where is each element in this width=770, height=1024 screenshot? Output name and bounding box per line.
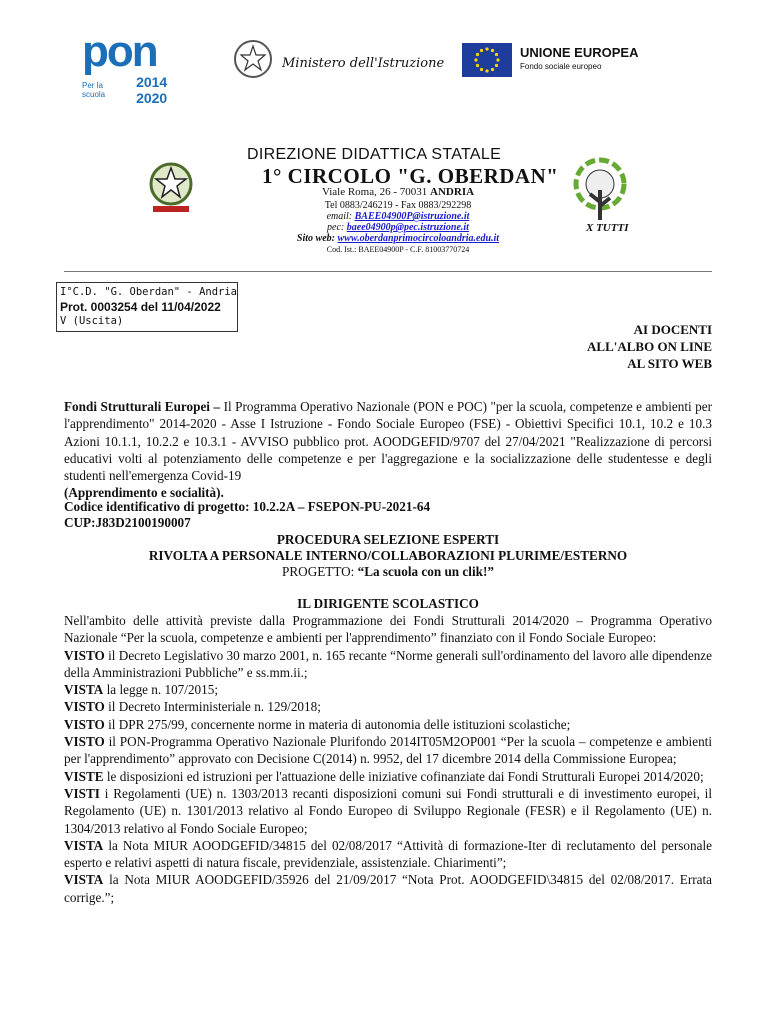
visto-item bbox=[64, 768, 712, 785]
web-line bbox=[248, 233, 548, 244]
cup-code: CUP:J83D2100190007 bbox=[64, 515, 191, 530]
intro-tail: (Apprendimento e socialità). bbox=[64, 485, 224, 501]
visto-keyword: VISTO bbox=[64, 734, 105, 750]
pon-logo bbox=[82, 27, 202, 106]
eu-subtitle: Fondo sociale europeo bbox=[520, 62, 602, 71]
recipient-line: ALL'ALBO ON LINE bbox=[587, 339, 712, 354]
school-motto: X TUTTI bbox=[586, 222, 629, 234]
recipient-line: AI DOCENTI bbox=[633, 322, 712, 337]
dirigente-heading: IL DIRIGENTE SCOLASTICO bbox=[297, 596, 479, 611]
visto-text: la legge n. 107/2015; bbox=[103, 682, 218, 698]
recipient-line: AL SITO WEB bbox=[627, 356, 712, 371]
project-title: “La scuola con un clik!” bbox=[357, 564, 494, 579]
pec-label: pec: bbox=[327, 222, 347, 233]
stamp-direction: V (Uscita) bbox=[60, 315, 124, 327]
web-link[interactable]: www.oberdanprimocircoloandria.edu.it bbox=[337, 233, 500, 244]
visto-keyword: VISTO bbox=[64, 647, 105, 663]
email-link[interactable]: BAEE04900P@istruzione.it bbox=[354, 211, 470, 222]
visto-item bbox=[64, 716, 712, 733]
circolo-title: 1° CIRCOLO "G. OBERDAN" bbox=[262, 164, 559, 188]
intro-text: Il Programma Operativo Nazionale (PON e POC) "per la scuola, competenze e ambienti per l'apprendimento" 2014-2020 - Asse I Istruzione - Fondo Sociale Europeo (FSE) - Obiettivi Specifici 10.1, 10.2 e 10.3 Azioni 10.1.1, 10.2.2 e 10.3.1 - AVVISO pubblico prot. AOODGEFID/9707 del 27/04/2021 "Realizzazione di percorsi educativi volti al potenziamento delle competenze e per l'aggregazione e la socializzazione delle studentesse e degli studenti nell'emergenza Covid-19 bbox=[64, 399, 712, 484]
visto-item bbox=[64, 871, 712, 906]
visto-keyword: VISTA bbox=[64, 837, 104, 853]
address-line bbox=[248, 186, 548, 198]
header-divider bbox=[64, 271, 712, 272]
visto-item bbox=[64, 785, 712, 837]
visto-item bbox=[64, 698, 712, 715]
web-label: Sito web: bbox=[296, 233, 338, 244]
visto-item bbox=[64, 733, 712, 768]
recipients-block bbox=[587, 321, 712, 372]
pec-link[interactable]: baee04900p@pec.istruzione.it bbox=[346, 222, 469, 233]
ambito-paragraph: Nell'ambito delle attività previste dalla Programmazione dei Fondi Strutturali 2014/2020 – Programma Operativo Nazionale “Per la scuola, competenze e ambienti per l'apprendimento” finanziato con il Fondo Sociale Europeo: bbox=[64, 613, 712, 646]
address-city: ANDRIA bbox=[430, 186, 475, 198]
intro-paragraph bbox=[64, 398, 712, 502]
pon-logo-years: 2014 2020 bbox=[136, 74, 168, 106]
procedure-target: RIVOLTA A PERSONALE INTERNO/COLLABORAZIONI PLURIME/ESTERNO bbox=[148, 548, 628, 563]
project-code: Codice identificativo di progetto: 10.2.2A – FSEPON-PU-2021-64 bbox=[64, 499, 431, 514]
visto-text: i Regolamenti (UE) n. 1303/2013 recanti disposizioni comuni sui Fondi strutturali e di investimento europei, il Regolamento (UE) n. 1301/2013 relativo al Fondo Europeo di Sviluppo Regionale (FESR) e il Regolamento (UE) n. 1304/2013 relativo al Fondo Sociale Europeo; bbox=[64, 785, 712, 836]
visto-keyword: VISTA bbox=[64, 682, 104, 698]
project-line bbox=[64, 563, 712, 580]
email-label: email: bbox=[326, 211, 355, 222]
codes-line: Cod. Ist.: BAEE04900P - C.F. 81003770724 bbox=[326, 245, 470, 254]
visto-keyword: VISTI bbox=[64, 785, 100, 801]
procedure-title: PROCEDURA SELEZIONE ESPERTI bbox=[276, 532, 500, 547]
eu-title: UNIONE EUROPEA bbox=[520, 45, 639, 60]
visto-text: il Decreto Legislativo 30 marzo 2001, n. 165 recante “Norme generali sull'ordinamento del lavoro alle dipendenze della Amministrazioni Pubbliche” e ss.mm.ii.; bbox=[64, 647, 712, 680]
direzione-title: DIREZIONE DIDATTICA STATALE bbox=[247, 146, 502, 163]
intro-lead: Fondi Strutturali Europei – bbox=[64, 399, 224, 414]
visto-keyword: VISTO bbox=[64, 699, 105, 715]
pon-logo-subtitle: Per la scuola bbox=[82, 81, 106, 99]
email-line bbox=[248, 211, 548, 222]
visto-keyword: VISTO bbox=[64, 716, 105, 732]
visto-keyword: VISTE bbox=[64, 768, 104, 784]
visto-text: il DPR 275/99, concernente norme in materia di autonomia delle istituzioni scolastiche; bbox=[104, 716, 571, 732]
tel-line: Tel 0883/246219 - Fax 0883/292298 bbox=[324, 200, 472, 211]
school-logo bbox=[556, 150, 636, 240]
protocol-stamp bbox=[56, 282, 238, 332]
eu-flag-icon bbox=[462, 43, 512, 77]
visto-item bbox=[64, 837, 712, 872]
visto-text: la Nota MIUR AOODGEFID/34815 del 02/08/2017 “Attività di formazione-Iter di reclutamento del personale esperto e relativi aspetti di natura fiscale, previdenziale, assistenziale. Chiarimenti”; bbox=[64, 837, 712, 871]
visto-item bbox=[64, 681, 712, 698]
visto-text: la Nota MIUR AOODGEFID/35926 del 21/09/2017 “Nota Prot. AOODGEFID\34815 del 02/08/2017. Errata corrige.”; bbox=[64, 872, 712, 905]
stamp-protocol: Prot. 0003254 del 11/04/2022 bbox=[60, 299, 221, 314]
visto-text: il Decreto Interministeriale n. 129/2018; bbox=[104, 699, 321, 715]
visto-item bbox=[64, 647, 712, 682]
pec-line bbox=[248, 222, 548, 233]
address-text: Viale Roma, 26 - 70031 bbox=[321, 186, 431, 198]
republic-emblem-icon bbox=[143, 156, 199, 216]
visto-text: il PON-Programma Operativo Nazionale Plurifondo 2014IT05M2OP001 “Per la scuola – competenze e ambienti per l'apprendimento” approvato con Decisione C(2014) n. 9952, del 17 dicembre 2014 della Commissione Europea; bbox=[64, 734, 712, 767]
italian-emblem-icon bbox=[232, 38, 274, 80]
ministry-name: Ministero dell'Istruzione bbox=[282, 56, 445, 71]
visto-keyword: VISTA bbox=[64, 872, 104, 888]
stamp-school: I°C.D. "G. Oberdan" - Andria bbox=[60, 286, 238, 298]
pon-logo-text: pon bbox=[82, 27, 157, 76]
main-body bbox=[64, 612, 712, 906]
project-label: PROGETTO: bbox=[282, 564, 358, 579]
visto-text: le disposizioni ed istruzioni per l'attuazione delle iniziative cofinanziate dai Fondi Strutturali Europei 2014/2020; bbox=[103, 768, 704, 784]
